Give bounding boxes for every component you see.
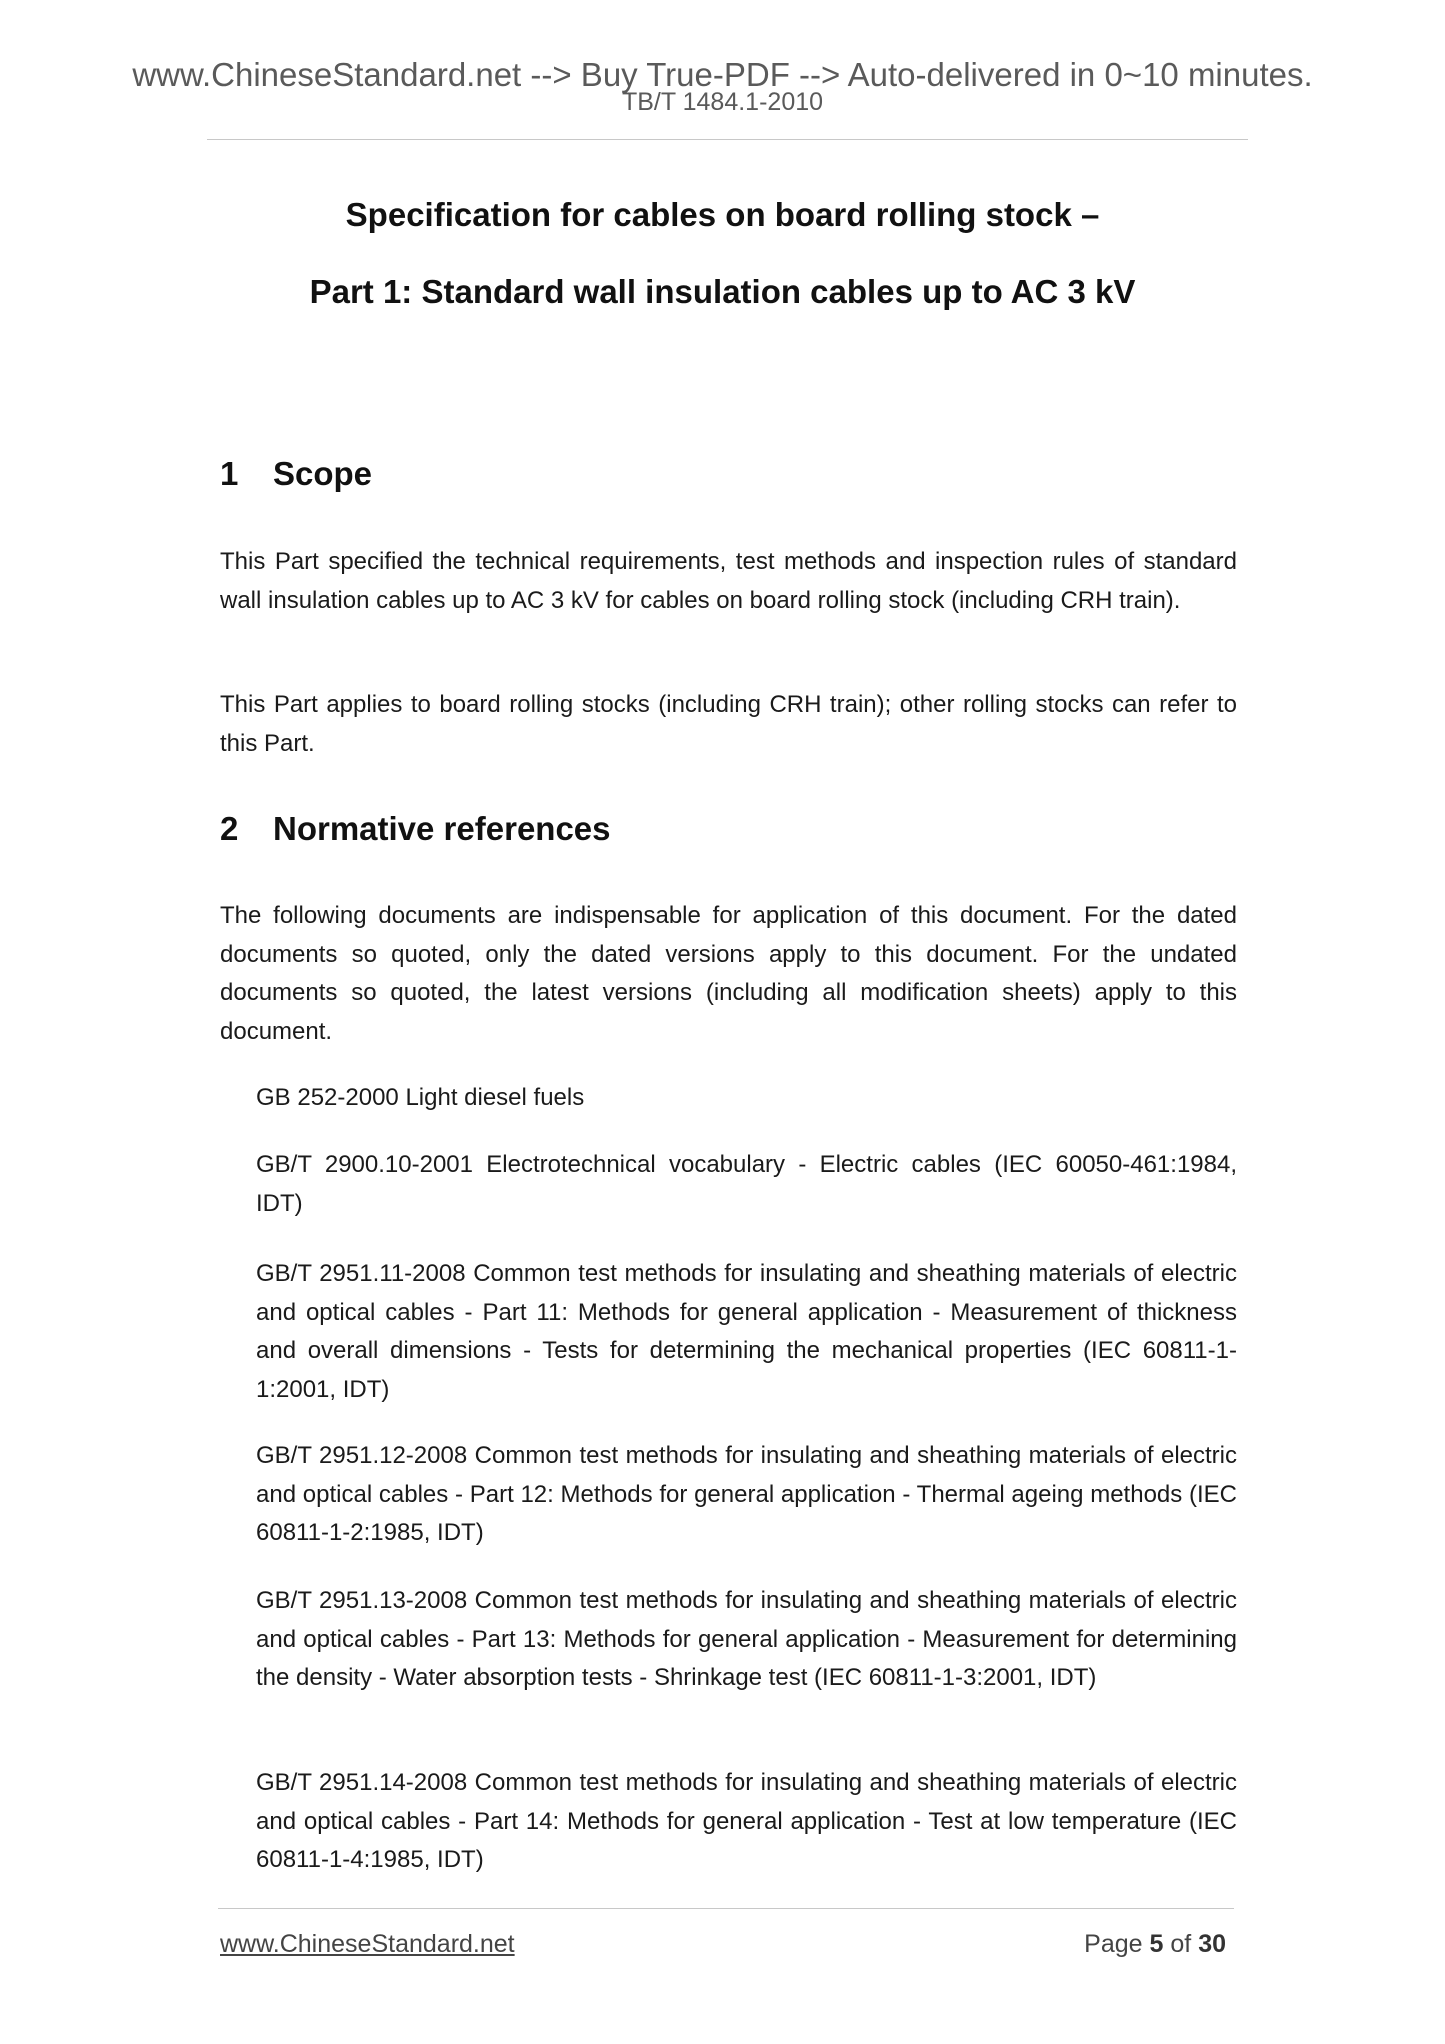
reference-item: GB/T 2951.14-2008 Common test methods for insulating and sheathing materials of electric and optical cables - Part 14: Methods for general application - Test at low temperature (IEC 60811-1-4:1985, IDT) [256, 1769, 1237, 1873]
reference-item: GB/T 2951.11-2008 Common test methods for insulating and sheathing materials of electric and optical cables - Part 11: Methods for general application - Measurement of thickness and overall dimensions - Tests for determining the mechanical properties (IEC 60811-1-1:2001, IDT) [256, 1260, 1237, 1403]
reference-item: GB/T 2900.10-2001 Electrotechnical vocabulary - Electric cables (IEC 60050-461:1984, IDT) [256, 1151, 1237, 1217]
document-code: TB/T 1484.1-2010 [621, 88, 824, 116]
scope-paragraph: This Part specified the technical requirements, test methods and inspection rules of standard wall insulation cables up to AC 3 kV for cables on board rolling stock (including CRH train). [220, 548, 1237, 614]
reference-item: GB 252-2000 Light diesel fuels [256, 1084, 585, 1111]
section-title: Scope [273, 455, 373, 492]
section-number: 1 [220, 455, 239, 492]
reference-item: GB/T 2951.12-2008 Common test methods for insulating and sheathing materials of electric and optical cables - Part 12: Methods for general application - Thermal ageing methods (IEC 60811-1-2:1985, IDT) [256, 1442, 1237, 1546]
page-total: 30 [1198, 1930, 1226, 1958]
header-divider [207, 139, 1248, 140]
section-heading-scope [220, 457, 372, 490]
section-title: Normative references [273, 810, 611, 847]
page-current: 5 [1149, 1930, 1164, 1958]
footer-website-link[interactable]: www.ChineseStandard.net [220, 1930, 515, 1958]
section-number: 2 [220, 810, 239, 847]
page-prefix: Page [1084, 1930, 1143, 1958]
footer-divider [218, 1908, 1234, 1909]
document-title: Specification for cables on board rolling stock – [345, 196, 1100, 233]
section-heading-normative-references [220, 812, 611, 845]
reference-item: GB/T 2951.13-2008 Common test methods for insulating and sheathing materials of electric and optical cables - Part 13: Methods for general application - Measurement for determining the density - Water absorption tests - Shrinkage test (IEC 60811-1-3:2001, IDT) [256, 1587, 1237, 1691]
document-subtitle: Part 1: Standard wall insulation cables up to AC 3 kV [309, 273, 1136, 310]
references-intro-paragraph: The following documents are indispensable for application of this document. For the dated documents so quoted, only the dated versions apply to this document. For the undated documents so quoted, the latest versions (including all modification sheets) apply to this document. [220, 902, 1237, 1045]
header-banner: www.ChineseStandard.net --> Buy True-PDF --> Auto-delivered in 0~10 minutes. [132, 56, 1313, 93]
scope-paragraph: This Part applies to board rolling stocks (including CRH train); other rolling stocks can refer to this Part. [220, 691, 1237, 757]
page-number [1084, 1932, 1226, 1957]
page-of: of [1170, 1930, 1192, 1958]
